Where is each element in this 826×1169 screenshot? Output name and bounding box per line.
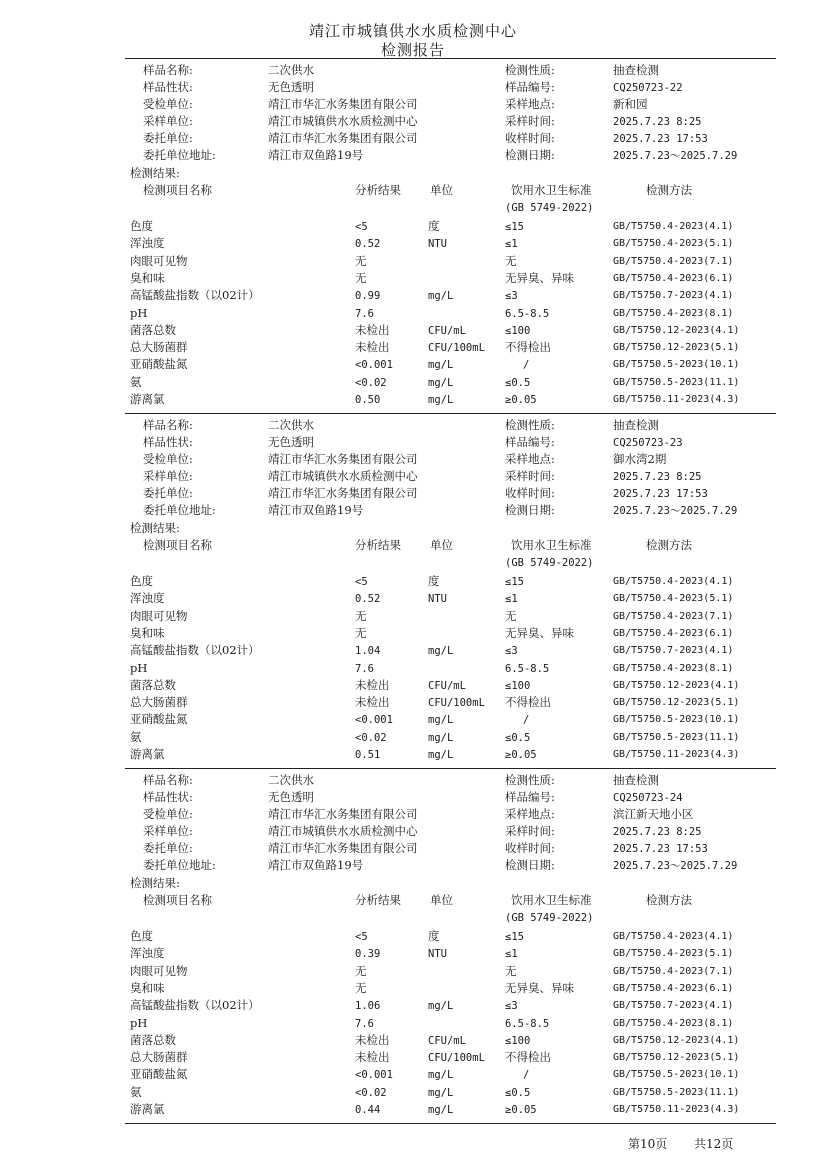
- info-label-test-date: 检测日期:: [505, 148, 555, 162]
- cell-standard: ≥0.05: [505, 749, 537, 761]
- info-label-receive-time: 收样时间:: [505, 486, 555, 500]
- cell-item: 氨: [130, 374, 142, 389]
- cell-method: GB/T5750.4-2023(8.1): [613, 662, 734, 674]
- info-value-test-nature: 抽查检测: [613, 63, 659, 77]
- info-value-sample-no: CQ250723-22: [613, 82, 683, 94]
- info-value-sampling-unit: 靖江市城镇供水水质检测中心: [268, 114, 418, 128]
- cell-result: 0.52: [355, 238, 381, 251]
- cell-method: GB/T5750.7-2023(4.1): [613, 290, 734, 302]
- cell-standard: ≤1: [505, 948, 518, 961]
- cell-method: GB/T5750.4-2023(7.1): [613, 965, 734, 977]
- cell-unit: CFU/100mL: [428, 697, 485, 710]
- cell-result: 未检出: [355, 1032, 390, 1047]
- cell-unit: mg/L: [428, 290, 454, 303]
- info-label-sampling-time: 采样时间:: [505, 114, 555, 128]
- info-label-client-address: 委托单位地址:: [143, 503, 216, 517]
- info-label-sampling-unit: 采样单位:: [143, 824, 193, 838]
- cell-item: 浑浊度: [130, 946, 165, 961]
- cell-unit: mg/L: [428, 359, 454, 372]
- cell-result: 无: [355, 253, 367, 268]
- cell-result: 无: [355, 625, 367, 640]
- cell-result: 无: [355, 608, 367, 623]
- cell-method: GB/T5750.12-2023(5.1): [613, 1052, 740, 1064]
- cell-method: GB/T5750.5-2023(10.1): [613, 359, 740, 371]
- cell-item: 氨: [130, 1084, 142, 1099]
- header-method: 检测方法: [646, 538, 692, 552]
- info-value-sampling-time: 2025.7.23 8:25: [613, 826, 702, 838]
- cell-standard: 6.5-8.5: [505, 662, 550, 675]
- header-result: 分析结果: [355, 538, 401, 552]
- cell-standard: ≤0.5: [505, 731, 531, 744]
- cell-item: 菌落总数: [130, 677, 176, 692]
- cell-standard: ≤1: [505, 593, 518, 606]
- info-label-sample-nature: 样品性状:: [143, 790, 193, 804]
- info-label-entrusted-unit: 受检单位:: [143, 97, 193, 111]
- info-label-client-unit: 委托单位:: [143, 841, 193, 855]
- cell-item: 菌落总数: [130, 1032, 176, 1047]
- cell-standard: ≤1: [505, 238, 518, 251]
- cell-unit: mg/L: [428, 645, 454, 658]
- cell-method: GB/T5750.4-2023(5.1): [613, 238, 734, 250]
- cell-result: 0.50: [355, 394, 381, 406]
- header-standard: 饮用水卫生标准: [511, 893, 592, 907]
- info-label-client-unit: 委托单位:: [143, 486, 193, 500]
- header-standard-code: (GB 5749-2022): [505, 912, 594, 924]
- cell-item: 臭和味: [130, 625, 165, 640]
- cell-standard: ≥0.05: [505, 1104, 537, 1116]
- info-value-sample-name: 二次供水: [268, 63, 314, 77]
- cell-unit: CFU/100mL: [428, 1052, 485, 1065]
- cell-item: 菌落总数: [130, 322, 176, 337]
- info-label-client-address: 委托单位地址:: [143, 148, 216, 162]
- header-item: 检测项目名称: [143, 893, 212, 907]
- section-divider: [125, 768, 776, 769]
- cell-unit: CFU/mL: [428, 1034, 466, 1047]
- header-result: 分析结果: [355, 183, 401, 197]
- info-label-sampling-time: 采样时间:: [505, 824, 555, 838]
- info-label-entrusted-unit: 受检单位:: [143, 807, 193, 821]
- cell-unit: 度: [428, 574, 440, 588]
- info-value-sampling-site: 御水湾2期: [613, 452, 667, 466]
- cell-unit: mg/L: [428, 1069, 454, 1082]
- cell-unit: 度: [428, 219, 440, 233]
- cell-standard: ≤0.5: [505, 1086, 531, 1099]
- cell-item: 色度: [130, 574, 153, 588]
- cell-result: 7.6: [355, 1017, 374, 1030]
- header-unit: 单位: [430, 538, 453, 552]
- cell-item: 臭和味: [130, 270, 165, 285]
- cell-method: GB/T5750.11-2023(4.3): [613, 1104, 740, 1115]
- cell-method: GB/T5750.11-2023(4.3): [613, 394, 740, 405]
- cell-result: 未检出: [355, 695, 390, 710]
- cell-item: 高锰酸盐指数（以02计）: [130, 998, 260, 1013]
- info-label-sampling-time: 采样时间:: [505, 469, 555, 483]
- info-label-sample-nature: 样品性状:: [143, 80, 193, 94]
- cell-standard: 无: [505, 963, 517, 978]
- cell-item: 臭和味: [130, 980, 165, 995]
- info-value-client-unit: 靖江市华汇水务集团有限公司: [268, 841, 418, 855]
- info-value-sample-no: CQ250723-23: [613, 437, 683, 449]
- cell-method: GB/T5750.4-2023(5.1): [613, 593, 734, 605]
- cell-method: GB/T5750.4-2023(6.1): [613, 627, 734, 639]
- info-label-receive-time: 收样时间:: [505, 131, 555, 145]
- header-item: 检测项目名称: [143, 538, 212, 552]
- info-label-sample-name: 样品名称:: [143, 773, 193, 787]
- cell-item: 肉眼可见物: [130, 253, 188, 268]
- report-title: 检测报告: [380, 41, 445, 59]
- cell-result: 未检出: [355, 340, 390, 355]
- info-label-sample-name: 样品名称:: [143, 418, 193, 432]
- cell-method: GB/T5750.7-2023(4.1): [613, 1000, 734, 1012]
- cell-item: 肉眼可见物: [130, 608, 188, 623]
- cell-result: 无: [355, 980, 367, 995]
- cell-unit: mg/L: [428, 714, 454, 727]
- cell-standard: ≤15: [505, 931, 524, 943]
- info-value-client-unit: 靖江市华汇水务集团有限公司: [268, 131, 418, 145]
- info-value-test-date: 2025.7.23～2025.7.29: [613, 505, 738, 517]
- page-total: 共12页: [694, 1137, 734, 1151]
- cell-unit: NTU: [428, 593, 447, 606]
- cell-item: 总大肠菌群: [130, 340, 188, 355]
- info-value-entrusted-unit: 靖江市华汇水务集团有限公司: [268, 97, 418, 111]
- cell-result: <5: [355, 576, 368, 588]
- cell-item: 亚硝酸盐氮: [130, 712, 188, 727]
- cell-item: 氨: [130, 729, 142, 744]
- info-label-sampling-site: 采样地点:: [505, 452, 555, 466]
- info-value-sampling-site: 滨江新天地小区: [613, 807, 694, 821]
- page-number: 第10页: [628, 1137, 668, 1151]
- info-label-entrusted-unit: 受检单位:: [143, 452, 193, 466]
- cell-unit: mg/L: [428, 1086, 454, 1099]
- cell-result: <5: [355, 931, 368, 943]
- info-value-sampling-unit: 靖江市城镇供水水质检测中心: [268, 469, 418, 483]
- info-value-sample-nature: 无色透明: [268, 80, 314, 94]
- cell-standard: 不得检出: [505, 340, 551, 355]
- cell-item: 总大肠菌群: [130, 695, 188, 710]
- cell-item: 游离氯: [130, 747, 165, 761]
- cell-result: 未检出: [355, 322, 390, 337]
- cell-method: GB/T5750.5-2023(11.1): [613, 376, 740, 388]
- cell-result: 0.52: [355, 593, 381, 606]
- info-value-entrusted-unit: 靖江市华汇水务集团有限公司: [268, 452, 418, 466]
- cell-standard: ≤100: [505, 679, 531, 692]
- info-label-client-unit: 委托单位:: [143, 131, 193, 145]
- info-label-sample-nature: 样品性状:: [143, 435, 193, 449]
- info-label-receive-time: 收样时间:: [505, 841, 555, 855]
- cell-unit: CFU/mL: [428, 679, 466, 692]
- cell-item: 高锰酸盐指数（以02计）: [130, 643, 260, 658]
- info-label-test-date: 检测日期:: [505, 503, 555, 517]
- info-value-sampling-time: 2025.7.23 8:25: [613, 116, 702, 128]
- section-divider: [125, 413, 776, 414]
- cell-method: GB/T5750.12-2023(4.1): [613, 679, 740, 691]
- cell-method: GB/T5750.5-2023(11.1): [613, 731, 740, 743]
- cell-unit: mg/L: [428, 1000, 454, 1013]
- info-label-sample-no: 样品编号:: [505, 80, 555, 94]
- cell-method: GB/T5750.5-2023(11.1): [613, 1086, 740, 1098]
- info-value-receive-time: 2025.7.23 17:53: [613, 133, 708, 145]
- info-value-test-date: 2025.7.23～2025.7.29: [613, 860, 738, 872]
- cell-item: 高锰酸盐指数（以02计）: [130, 288, 260, 303]
- results-label: 检测结果:: [130, 166, 180, 180]
- info-value-client-address: 靖江市双鱼路19号: [268, 148, 364, 162]
- cell-item: 游离氯: [130, 1102, 165, 1116]
- info-label-sampling-unit: 采样单位:: [143, 469, 193, 483]
- info-value-client-address: 靖江市双鱼路19号: [268, 858, 364, 872]
- cell-standard: ≤3: [505, 645, 518, 658]
- cell-result: <0.02: [355, 1086, 387, 1099]
- info-label-test-date: 检测日期:: [505, 858, 555, 872]
- cell-standard: 不得检出: [505, 1050, 551, 1065]
- cell-method: GB/T5750.11-2023(4.3): [613, 749, 740, 760]
- cell-item: pH: [130, 1015, 148, 1030]
- cell-result: 7.6: [355, 662, 374, 675]
- info-value-sampling-unit: 靖江市城镇供水水质检测中心: [268, 824, 418, 838]
- info-value-client-unit: 靖江市华汇水务集团有限公司: [268, 486, 418, 500]
- info-value-receive-time: 2025.7.23 17:53: [613, 843, 708, 855]
- cell-standard: ≤100: [505, 1034, 531, 1047]
- cell-result: 0.51: [355, 749, 381, 761]
- cell-result: <0.02: [355, 376, 387, 389]
- cell-standard: ≤3: [505, 1000, 518, 1013]
- cell-result: 无: [355, 963, 367, 978]
- cell-standard: 无异臭、异味: [505, 270, 574, 285]
- cell-unit: 度: [428, 929, 440, 943]
- section-divider: [125, 1123, 776, 1124]
- cell-result: 1.06: [355, 1000, 381, 1013]
- cell-standard: 无: [505, 608, 517, 623]
- cell-method: GB/T5750.5-2023(10.1): [613, 1069, 740, 1081]
- info-value-sampling-time: 2025.7.23 8:25: [613, 471, 702, 483]
- cell-method: GB/T5750.4-2023(8.1): [613, 1017, 734, 1029]
- cell-standard: /: [523, 359, 530, 372]
- info-label-sample-name: 样品名称:: [143, 63, 193, 77]
- header-standard: 饮用水卫生标准: [511, 183, 592, 197]
- cell-result: 未检出: [355, 1050, 390, 1065]
- cell-method: GB/T5750.4-2023(4.1): [613, 576, 734, 587]
- cell-standard: ≤100: [505, 324, 531, 337]
- info-label-sample-no: 样品编号:: [505, 435, 555, 449]
- cell-item: 色度: [130, 929, 153, 943]
- cell-item: 亚硝酸盐氮: [130, 357, 188, 372]
- cell-result: 未检出: [355, 677, 390, 692]
- info-value-receive-time: 2025.7.23 17:53: [613, 488, 708, 500]
- cell-standard: 6.5-8.5: [505, 307, 550, 320]
- results-label: 检测结果:: [130, 876, 180, 890]
- cell-standard: 无: [505, 253, 517, 268]
- cell-standard: ≤15: [505, 576, 524, 588]
- cell-result: 无: [355, 270, 367, 285]
- cell-item: 色度: [130, 219, 153, 233]
- info-value-sampling-site: 新和园: [613, 97, 648, 111]
- info-value-test-date: 2025.7.23～2025.7.29: [613, 150, 738, 162]
- cell-result: <0.001: [355, 359, 393, 372]
- info-value-test-nature: 抽查检测: [613, 418, 659, 432]
- info-label-client-address: 委托单位地址:: [143, 858, 216, 872]
- cell-item: pH: [130, 660, 148, 675]
- header-standard-code: (GB 5749-2022): [505, 557, 594, 569]
- cell-method: GB/T5750.12-2023(5.1): [613, 697, 740, 709]
- cell-method: GB/T5750.4-2023(5.1): [613, 948, 734, 960]
- cell-result: <0.001: [355, 1069, 393, 1082]
- cell-standard: 6.5-8.5: [505, 1017, 550, 1030]
- header-unit: 单位: [430, 183, 453, 197]
- cell-standard: 不得检出: [505, 695, 551, 710]
- cell-item: 浑浊度: [130, 591, 165, 606]
- info-value-sample-name: 二次供水: [268, 773, 314, 787]
- cell-method: GB/T5750.4-2023(7.1): [613, 255, 734, 267]
- info-label-sample-no: 样品编号:: [505, 790, 555, 804]
- cell-result: <5: [355, 221, 368, 233]
- cell-method: GB/T5750.12-2023(4.1): [613, 1034, 740, 1046]
- cell-item: 总大肠菌群: [130, 1050, 188, 1065]
- info-label-test-nature: 检测性质:: [505, 418, 555, 432]
- cell-standard: /: [523, 714, 530, 727]
- cell-item: pH: [130, 305, 148, 320]
- cell-method: GB/T5750.4-2023(6.1): [613, 982, 734, 994]
- header-unit: 单位: [430, 893, 453, 907]
- info-value-client-address: 靖江市双鱼路19号: [268, 503, 364, 517]
- cell-unit: mg/L: [428, 394, 454, 406]
- cell-result: <0.001: [355, 714, 393, 727]
- cell-standard: 无异臭、异味: [505, 980, 574, 995]
- header-standard-code: (GB 5749-2022): [505, 202, 594, 214]
- cell-standard: ≥0.05: [505, 394, 537, 406]
- info-label-test-nature: 检测性质:: [505, 63, 555, 77]
- cell-standard: ≤15: [505, 221, 524, 233]
- cell-standard: 无异臭、异味: [505, 625, 574, 640]
- cell-item: 肉眼可见物: [130, 963, 188, 978]
- section-divider: [125, 58, 776, 59]
- cell-result: 0.99: [355, 290, 381, 303]
- cell-standard: /: [523, 1069, 530, 1082]
- cell-method: GB/T5750.4-2023(4.1): [613, 931, 734, 942]
- cell-standard: ≤0.5: [505, 376, 531, 389]
- header-result: 分析结果: [355, 893, 401, 907]
- cell-unit: mg/L: [428, 731, 454, 744]
- cell-unit: CFU/mL: [428, 324, 466, 337]
- cell-result: 0.39: [355, 948, 381, 961]
- info-value-sample-nature: 无色透明: [268, 435, 314, 449]
- info-value-entrusted-unit: 靖江市华汇水务集团有限公司: [268, 807, 418, 821]
- cell-unit: CFU/100mL: [428, 342, 485, 355]
- cell-result: 7.6: [355, 307, 374, 320]
- cell-result: 1.04: [355, 645, 381, 658]
- header-method: 检测方法: [646, 183, 692, 197]
- header-method: 检测方法: [646, 893, 692, 907]
- cell-result: <0.02: [355, 731, 387, 744]
- results-label: 检测结果:: [130, 521, 180, 535]
- info-label-test-nature: 检测性质:: [505, 773, 555, 787]
- cell-item: 浑浊度: [130, 236, 165, 251]
- info-value-sample-no: CQ250723-24: [613, 792, 683, 804]
- cell-unit: NTU: [428, 238, 447, 251]
- cell-item: 亚硝酸盐氮: [130, 1067, 188, 1082]
- report-org-title: 靖江市城镇供水水质检测中心: [308, 22, 517, 40]
- cell-method: GB/T5750.4-2023(4.1): [613, 221, 734, 232]
- cell-unit: mg/L: [428, 376, 454, 389]
- cell-method: GB/T5750.12-2023(5.1): [613, 342, 740, 354]
- cell-result: 0.44: [355, 1104, 381, 1116]
- info-label-sampling-site: 采样地点:: [505, 97, 555, 111]
- cell-unit: mg/L: [428, 1104, 454, 1116]
- header-item: 检测项目名称: [143, 183, 212, 197]
- cell-method: GB/T5750.4-2023(8.1): [613, 307, 734, 319]
- cell-method: GB/T5750.5-2023(10.1): [613, 714, 740, 726]
- cell-method: GB/T5750.12-2023(4.1): [613, 324, 740, 336]
- info-label-sampling-unit: 采样单位:: [143, 114, 193, 128]
- cell-unit: NTU: [428, 948, 447, 961]
- cell-method: GB/T5750.7-2023(4.1): [613, 645, 734, 657]
- info-label-sampling-site: 采样地点:: [505, 807, 555, 821]
- info-value-sample-nature: 无色透明: [268, 790, 314, 804]
- info-value-sample-name: 二次供水: [268, 418, 314, 432]
- cell-unit: mg/L: [428, 749, 454, 761]
- header-standard: 饮用水卫生标准: [511, 538, 592, 552]
- cell-standard: ≤3: [505, 290, 518, 303]
- cell-method: GB/T5750.4-2023(7.1): [613, 610, 734, 622]
- cell-item: 游离氯: [130, 392, 165, 406]
- cell-method: GB/T5750.4-2023(6.1): [613, 272, 734, 284]
- info-value-test-nature: 抽查检测: [613, 773, 659, 787]
